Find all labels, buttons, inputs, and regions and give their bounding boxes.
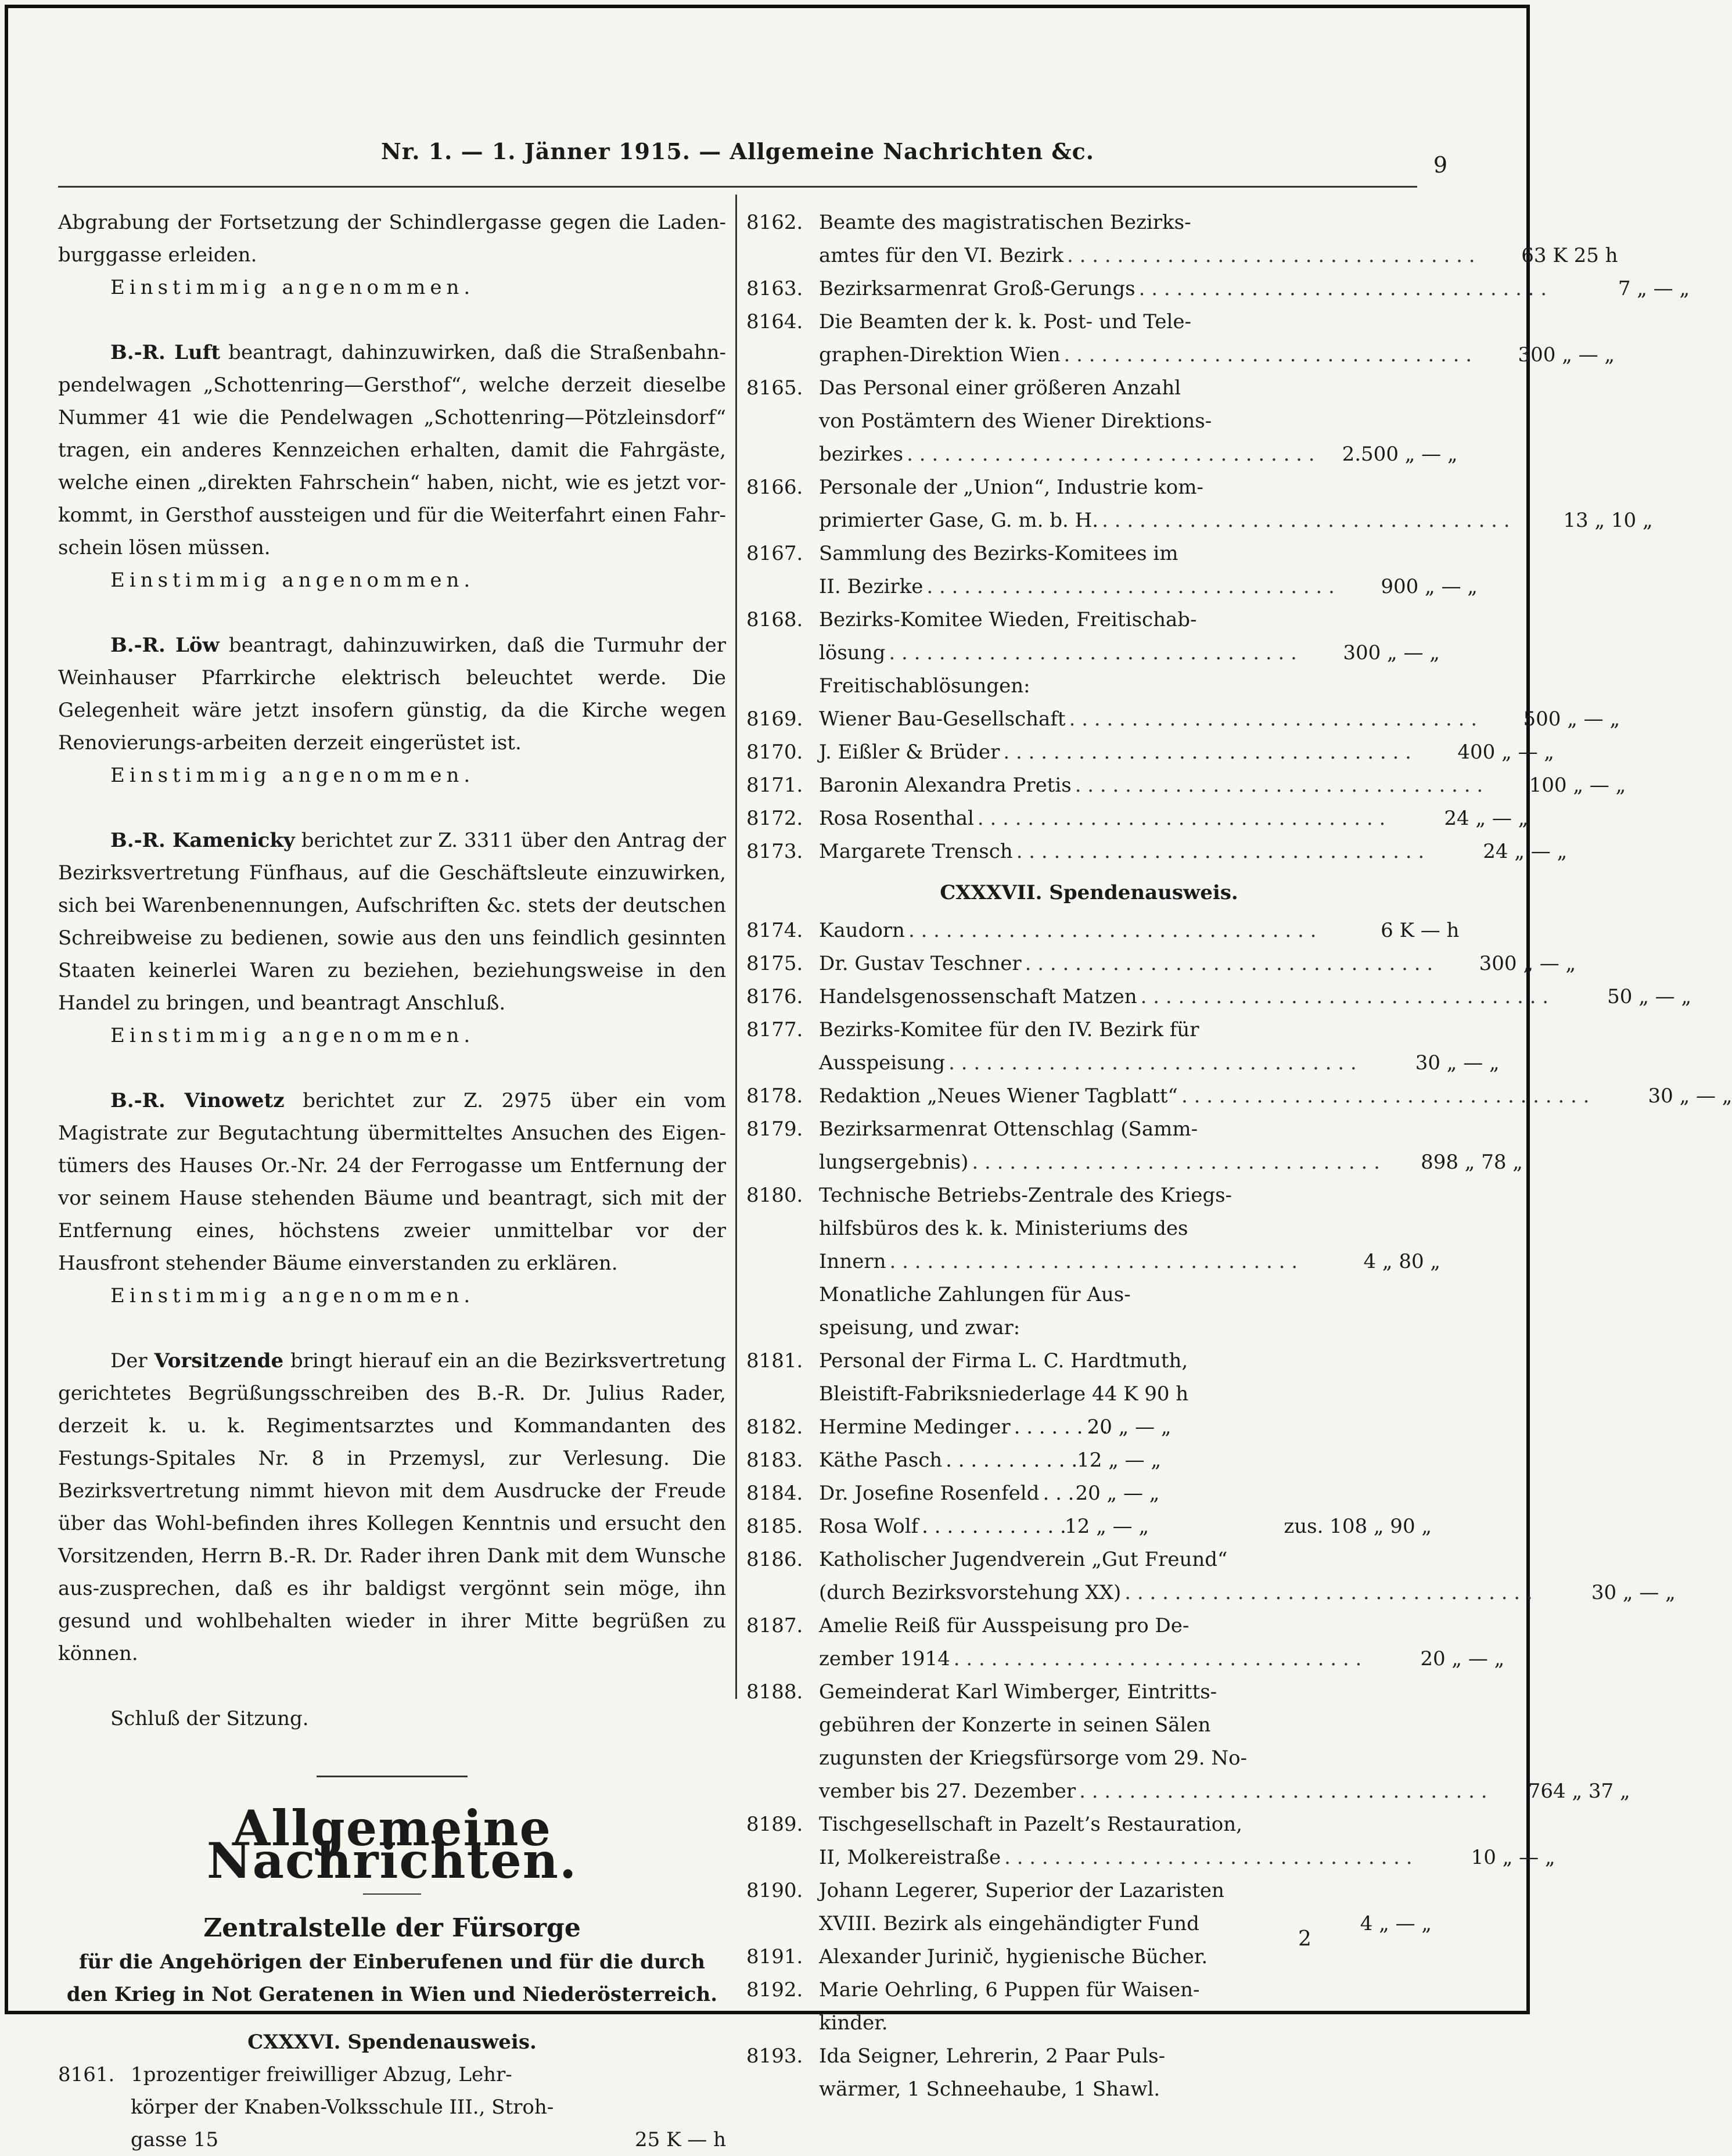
- entry-text: Ida Seigner, Lehrerin, 2 Paar Puls-: [819, 2044, 1166, 2068]
- list-item: [746, 2040, 1432, 2106]
- list-item: 8182. Hermine Medinger . . . . . . . . 20 „ — „: [746, 1411, 1432, 1444]
- list-item: 8180. Technische Betriebs-Zentrale des Kriegs- hilfsbüros des k. k. Ministeriums des Innern . . . . . . . . . . . . . . . . . . . . . . . . . . . . . . . . . 4 „ 80 „: [746, 1179, 1432, 1278]
- donation-list-heading: CXXXVII. Spendenausweis.: [940, 881, 1238, 904]
- entry-amount: 24 „ — „: [1444, 807, 1529, 830]
- entry-number: 8192.: [746, 1978, 803, 2002]
- entry-amount: 20 „ — „: [1075, 1482, 1160, 1505]
- entry-amount: 25 K — h: [635, 2128, 726, 2151]
- list-item: 8183. Käthe Pasch . . . . . . . . . . . 12 „ — „: [746, 1444, 1432, 1477]
- entry-text: Wiener Bau-Gesellschaft: [819, 707, 1066, 731]
- resolution: Einstimmig angenommen.: [110, 276, 475, 299]
- list-subheading: Freitischablösungen:: [819, 674, 1030, 698]
- entry-amount: 20 „ — „: [1420, 1647, 1505, 1670]
- right-column: [746, 206, 1732, 2106]
- entry-total: zus. 108 „ 90 „: [1284, 1515, 1432, 1538]
- entry-text: zugunsten der Kriegsfürsorge vom 29. No-: [819, 1747, 1248, 1770]
- entry-text: primierter Gase, G. m. b. H.: [819, 509, 1099, 532]
- entry-text: Bleistift-Fabriksniederlage 44 K 90 h: [819, 1382, 1189, 1406]
- entry-text: Baronin Alexandra Pretis: [819, 774, 1072, 797]
- entry-amount: 12 „ — „: [1065, 1515, 1149, 1538]
- paragraph: [58, 1345, 726, 1670]
- entry-number: 8177.: [746, 1018, 803, 1041]
- entry-number: 8165.: [746, 376, 803, 400]
- list-item: 8189. Tischgesellschaft in Pazelt’s Restauration, II, Molkereistraße . . . . . . . . . . . . . . . . . . . . . . . . . . . . . . . . . 10 „ — „: [746, 1808, 1432, 1874]
- entry-text: Technische Betriebs-Zentrale des Kriegs-: [819, 1184, 1232, 1207]
- closing-line: Schluß der Sitzung.: [110, 1707, 309, 1730]
- list-subheading: Monatliche Zahlungen für Aus-: [819, 1283, 1131, 1306]
- signature-number: 2: [1298, 1927, 1311, 1951]
- resolution: Einstimmig angenommen.: [110, 1284, 475, 1307]
- entry-number: 8173.: [746, 840, 803, 863]
- entry-text: Amelie Reiß für Ausspeisung pro De-: [819, 1614, 1190, 1637]
- entry-number: 8187.: [746, 1614, 803, 1637]
- list-item: 8170. J. Eißler & Brüder . . . . . . . . . . . . . . . . . . . . . . . . . . . . . . . . . 400 „ — „: [746, 736, 1432, 769]
- list-item: 8179. Bezirksarmenrat Ottenschlag (Samm- lungsergebnis) . . . . . . . . . . . . . . . . . . . . . . . . . . . . . . . . . 898 „ 78 „: [746, 1113, 1432, 1179]
- entry-amount: 30 „ — „: [1591, 1581, 1676, 1604]
- list-item: 8164. Die Beamten der k. k. Post- und Tele- graphen-Direktion Wien . . . . . . . . . . . . . . . . . . . . . . . . . . . . . . . . . 300 „ — „: [746, 306, 1432, 372]
- paragraph: [58, 336, 726, 564]
- list-item: 8177. Bezirks-Komitee für den IV. Bezirk für Ausspeisung . . . . . . . . . . . . . . . . . . . . . . . . . . . . . . . . . 30 „ — „: [746, 1014, 1432, 1080]
- entry-amount: 20 „ — „: [1087, 1415, 1172, 1439]
- paragraph-text: berichtet zur Z. 3311 über den Antrag der Bezirksvertretung Fünfhaus, auf die Geschäftsleute einzuwirken, sich bei Warenbenennungen, Aufschriften &c. stets der deutschen Schreibweise zu bedienen, sowie aus den uns feindlich gesinnten Staaten keinerlei Waren zu beziehen, beziehungsweise in den Handel zu bringen, und beantragt Anschluß.: [58, 829, 726, 1015]
- entry-text: II, Molkereistraße: [819, 1846, 1001, 1869]
- entry-amount: 10 „ — „: [1471, 1846, 1555, 1869]
- entry-text: amtes für den VI. Bezirk: [819, 244, 1064, 267]
- paragraph: [58, 1084, 726, 1280]
- entry-number: 8161.: [58, 2063, 115, 2086]
- paragraph-text: berichtet zur Z. 2975 über ein vom Magistrate zur Begutachtung übermitteltes Ansuchen des Eigen-tümers des Hauses Or.-Nr. 24 der Ferrogasse um Entfernung der vor seinem Hause stehenden Bäume und beantragt, sich mit der Entfernung eines, höchstens zweier unmittelbar vor der Hausfront stehender Bäume einverstanden zu erklären.: [58, 1089, 727, 1275]
- entry-text: Personal der Firma L. C. Hardtmuth,: [819, 1349, 1188, 1372]
- list-item: 8166. Personale der „Union“, Industrie kom- primierter Gase, G. m. b. H. . . . . . . . . . . . . . . . . . . . . . . . . . . . . . . . . . 13 „ 10 „: [746, 471, 1432, 537]
- paragraph-text: beantragt, dahinzuwirken, daß die Turmuhr der Weinhauser Pfarrkirche elektrisch beleuchtet werde. Die Gelegenheit wäre jetzt insofern günstig, da die Kirche wegen Renovierungs-arbeiten derzeit eingerüstet ist.: [58, 634, 726, 754]
- paragraph: [58, 824, 726, 1019]
- header-rule: [58, 186, 1417, 188]
- entry-text: Gemeinderat Karl Wimberger, Eintritts-: [819, 1680, 1217, 1704]
- entry-number: 8182.: [746, 1415, 803, 1439]
- entry-text: Tischgesellschaft in Pazelt’s Restauration,: [819, 1813, 1242, 1836]
- entry-amount: 12 „ — „: [1077, 1449, 1162, 1472]
- entry-number: 8186.: [746, 1548, 803, 1571]
- paragraph-text: bringt hierauf ein an die Bezirksvertretung gerichtetes Begrüßungsschreiben des B.-R. Dr. Julius Rader, derzeit k. u. k. Regimentsarztes und Kommandanten des Festungs-Spitales Nr. 8 in Przemysl, zur Verlesung. Die Bezirksvertretung nimmt hievon mit dem Ausdrucke der Freude über das Wohl-befinden ihres Kollegen Kenntnis und ersucht den Vorsitzenden, Herrn B.-R. Dr. Rader ihren Dank mit dem Wunsche aus-zusprechen, daß es ihr baldigst vergönnt sein möge, ihn gesund und wohlbehalten wieder in ihrer Mitte begrüßen zu können.: [58, 1349, 726, 1665]
- paragraph: Abgrabung der Fortsetzung der Schindlergasse gegen die Laden-burggasse erleiden.: [58, 211, 726, 267]
- entry-text: vember bis 27. Dezember: [819, 1780, 1076, 1803]
- entry-number: 8185.: [746, 1515, 803, 1538]
- entry-amount: 300 „ — „: [1343, 641, 1440, 664]
- entry-text: Bezirksarmenrat Ottenschlag (Samm-: [819, 1117, 1198, 1141]
- left-column: [58, 206, 726, 2156]
- entry-text: II. Bezirke: [819, 575, 924, 598]
- entry-number: 8167.: [746, 542, 803, 565]
- speaker: B.-R. Kamenicky: [110, 829, 295, 852]
- paragraph-text: beantragt, dahinzuwirken, daß die Straßenbahn-pendelwagen „Schottenring—Gersthof“, welche derzeit dieselbe Nummer 41 wie die Pendelwagen „Schottenring—Pötzleinsdorf“ tragen, ein anderes Kennzeichen erhalten, damit die Fahrgäste, welche einen „direkten Fahrschein“ haben, nicht, wie es jetzt vor-kommt, in Gersthof aussteigen und für die Weiterfahrt einen Fahr-schein lösen müssen.: [58, 341, 727, 559]
- entry-amount: 764 „ 37 „: [1528, 1780, 1630, 1803]
- list-item: 8174. Kaudorn . . . . . . . . . . . . . . . . . . . . . . . . . . . . . . . . . 6 K — h: [746, 914, 1432, 947]
- entry-amount: 100 „ — „: [1529, 774, 1626, 797]
- entry-text: Sammlung des Bezirks-Komitees im: [819, 542, 1178, 565]
- speaker: Vorsitzende: [154, 1349, 284, 1372]
- entry-number: 8172.: [746, 807, 803, 830]
- entry-text: hilfsbüros des k. k. Ministeriums des: [819, 1217, 1188, 1240]
- entry-amount: 4 „ 80 „: [1363, 1250, 1440, 1273]
- column-rule: [735, 195, 737, 1699]
- divider: [317, 1776, 468, 1777]
- list-item: 8175. Dr. Gustav Teschner . . . . . . . . . . . . . . . . . . . . . . . . . . . . . . . . . 300 „ — „: [746, 947, 1432, 980]
- entry-amount: 50 „ — „: [1607, 985, 1692, 1008]
- speaker: B.-R. Luft: [110, 341, 221, 364]
- entry-number: 8189.: [746, 1813, 803, 1836]
- entry-text: zember 1914: [819, 1647, 950, 1670]
- entry-text: Personale der „Union“, Industrie kom-: [819, 476, 1203, 499]
- entry-amount: 300 „ — „: [1518, 343, 1615, 366]
- list-item: 8188. Gemeinderat Karl Wimberger, Eintritts- gebühren der Konzerte in seinen Sälen zugunsten der Kriegsfürsorge vom 29. No- vember bis 27. Dezember . . . . . . . . . . . . . . . . . . . . . . . . . . . . . . . . . 764 „ 37 „: [746, 1676, 1432, 1808]
- entry-amount: 300 „ — „: [1479, 952, 1576, 975]
- entry-text: Rosa Rosenthal: [819, 807, 974, 830]
- entry-amount: 30 „ — „: [1415, 1051, 1500, 1075]
- entry-text: Kaudorn: [819, 919, 905, 942]
- entry-number: 8170.: [746, 741, 803, 764]
- entry-number: 8193.: [746, 2044, 803, 2068]
- entry-number: 8166.: [746, 476, 803, 499]
- list-item: 8187. Amelie Reiß für Ausspeisung pro De- zember 1914 . . . . . . . . . . . . . . . . . . . . . . . . . . . . . . . . . 20 „ — „: [746, 1609, 1432, 1676]
- entry-number: 8164.: [746, 310, 803, 333]
- resolution: Einstimmig angenommen.: [110, 764, 475, 787]
- entry-text: gebühren der Konzerte in seinen Sälen: [819, 1713, 1211, 1737]
- divider: [363, 1893, 421, 1895]
- entry-text: Käthe Pasch: [819, 1449, 943, 1472]
- page-number: 9: [1433, 152, 1447, 178]
- entry-number: 8163.: [746, 277, 803, 300]
- subsection-title: Zentralstelle der Fürsorge: [203, 1913, 581, 1943]
- list-subheading: speisung, und zwar:: [819, 1316, 1020, 1339]
- entry-text: lösung: [819, 641, 886, 664]
- entry-text: XVIII. Bezirk als eingehändigter Fund: [819, 1912, 1199, 1935]
- entry-text: Die Beamten der k. k. Post- und Tele-: [819, 310, 1191, 333]
- paragraph: [58, 629, 726, 759]
- entry-amount: 24 „ — „: [1483, 840, 1568, 863]
- entry-number: 8168.: [746, 608, 803, 631]
- entry-text: (durch Bezirksvorstehung XX): [819, 1581, 1122, 1604]
- list-item: 8184. Dr. Josefine Rosenfeld . . . 20 „ — „: [746, 1477, 1432, 1510]
- entry-text: Handelsgenossenschaft Matzen: [819, 985, 1137, 1008]
- entry-number: 8180.: [746, 1184, 803, 1207]
- entry-text: Marie Oehrling, 6 Puppen für Waisen-: [819, 1978, 1200, 2002]
- entry-text: Dr. Gustav Teschner: [819, 952, 1022, 975]
- list-item: 8162. Beamte des magistratischen Bezirks- amtes für den VI. Bezirk . . . . . . . . . . . . . . . . . . . . . . . . . . . . . . . . . 63 K 25 h: [746, 206, 1432, 272]
- entry-text: Alexander Jurinič, hygienische Bücher.: [819, 1945, 1208, 1968]
- entry-amount: 4 „ — „: [1360, 1912, 1432, 1935]
- entry-number: 8171.: [746, 774, 803, 797]
- entry-number: 8181.: [746, 1349, 803, 1372]
- entry-number: 8183.: [746, 1449, 803, 1472]
- entry-amount: 898 „ 78 „: [1421, 1151, 1523, 1174]
- entry-text: Hermine Medinger: [819, 1415, 1011, 1439]
- entry-amount: 13 „ 10 „: [1563, 509, 1653, 532]
- entry-amount: 500 „ — „: [1523, 707, 1620, 731]
- speaker: B.-R. Löw: [110, 634, 220, 657]
- list-item: 8185. Rosa Wolf . . . . . . . . . . . . 12 „ — „ zus. 108 „ 90 „: [746, 1510, 1432, 1543]
- running-header: Nr. 1. — 1. Jänner 1915. — Allgemeine Nachrichten &c.: [380, 138, 1095, 164]
- entry-number: 8174.: [746, 919, 803, 942]
- entry-amount: 63 K 25 h: [1521, 244, 1618, 267]
- entry-number: 8188.: [746, 1680, 803, 1704]
- entry-text: Bezirks-Komitee für den IV. Bezirk für: [819, 1018, 1199, 1041]
- list-item: 8178. Redaktion „Neues Wiener Tagblatt“ . . . . . . . . . . . . . . . . . . . . . . . . . . . . . . . . . 30 „ — „: [746, 1080, 1432, 1113]
- entry-text: Margarete Trensch: [819, 840, 1013, 863]
- entry-amount: 400 „ — „: [1457, 741, 1554, 764]
- list-item: 8163. Bezirksarmenrat Groß-Gerungs . . . . . . . . . . . . . . . . . . . . . . . . . . . . . . . . . 7 „ — „: [746, 272, 1432, 306]
- entry-text: Das Personal einer größeren Anzahl: [819, 376, 1181, 400]
- entry-number: 8190.: [746, 1879, 803, 1902]
- list-item: 8168. Bezirks-Komitee Wieden, Freitischab- lösung . . . . . . . . . . . . . . . . . . . . . . . . . . . . . . . . . 300 „ — „: [746, 603, 1432, 670]
- entry-text: Katholischer Jugendverein „Gut Freund“: [819, 1548, 1228, 1571]
- entry-text: Dr. Josefine Rosenfeld: [819, 1482, 1040, 1505]
- entry-amount: 30 „ — „: [1648, 1084, 1732, 1108]
- entry-number: 8179.: [746, 1117, 803, 1141]
- entry-text: von Postämtern des Wiener Direktions-: [819, 409, 1212, 433]
- list-item: 8173. Margarete Trensch . . . . . . . . . . . . . . . . . . . . . . . . . . . . . . . . . 24 „ — „: [746, 835, 1432, 868]
- entry-text: lungsergebnis): [819, 1151, 969, 1174]
- entry-number: 8169.: [746, 707, 803, 731]
- list-item: 8172. Rosa Rosenthal . . . . . . . . . . . . . . . . . . . . . . . . . . . . . . . . . 24 „ — „: [746, 802, 1432, 835]
- list-item: [746, 1345, 1432, 1411]
- entry-text: Beamte des magistratischen Bezirks-: [819, 211, 1191, 234]
- entry-number: 8184.: [746, 1482, 803, 1505]
- entry-text: Redaktion „Neues Wiener Tagblatt“: [819, 1084, 1178, 1108]
- entry-text: Innern: [819, 1250, 886, 1273]
- entry-text: J. Eißler & Brüder: [819, 741, 1000, 764]
- entry-amount: 7 „ — „: [1618, 277, 1690, 300]
- list-item: 8171. Baronin Alexandra Pretis . . . . . . . . . . . . . . . . . . . . . . . . . . . . . . . . . 100 „ — „: [746, 769, 1432, 802]
- entry-text: Bezirks-Komitee Wieden, Freitischab-: [819, 608, 1197, 631]
- donation-list-heading: CXXXVI. Spendenausweis.: [247, 2031, 537, 2054]
- list-item: 8176. Handelsgenossenschaft Matzen . . . . . . . . . . . . . . . . . . . . . . . . . . . . . . . . . 50 „ — „: [746, 980, 1432, 1014]
- entry-text: graphen-Direktion Wien: [819, 343, 1061, 366]
- entry-number: 8175.: [746, 952, 803, 975]
- subsection-subtitle: für die Angehörigen der Einberufenen und für die durch den Krieg in Not Geratenen in Wien und Niederösterreich.: [66, 1950, 718, 2006]
- entry-amount: 6 K — h: [1381, 919, 1460, 942]
- entry-text: Johann Legerer, Superior der Lazaristen: [819, 1879, 1224, 1902]
- entry-text: kinder.: [819, 2011, 888, 2035]
- list-item: [58, 2058, 726, 2156]
- entry-number: 8176.: [746, 985, 803, 1008]
- list-item: 8167. Sammlung des Bezirks-Komitees im II. Bezirke . . . . . . . . . . . . . . . . . . . . . . . . . . . . . . . . . 900 „ — „: [746, 537, 1432, 603]
- resolution: Einstimmig angenommen.: [110, 569, 475, 592]
- section-title: Allgemeine Nachrichten.: [206, 1799, 578, 1889]
- entry-text: Rosa Wolf: [819, 1515, 919, 1538]
- entry-text: bezirkes: [819, 443, 904, 466]
- entry-amount: 900 „ — „: [1381, 575, 1478, 598]
- entry-text: Ausspeisung: [819, 1051, 946, 1075]
- entry-text: wärmer, 1 Schneehaube, 1 Shawl.: [819, 2078, 1160, 2101]
- speaker: B.-R. Vinowetz: [110, 1089, 285, 1112]
- entry-number: 8191.: [746, 1945, 803, 1968]
- entry-text: körper der Knaben-Volksschule III., Stroh-: [131, 2096, 554, 2119]
- list-item: [746, 1874, 1432, 1941]
- list-item: 8186. Katholischer Jugendverein „Gut Freund“ (durch Bezirksvorstehung XX) . . . . . . . . . . . . . . . . . . . . . . . . . . . . . . . . . 30 „ — „: [746, 1543, 1432, 1609]
- resolution: Einstimmig angenommen.: [110, 1024, 475, 1047]
- entry-number: 8178.: [746, 1084, 803, 1108]
- list-item: 8169. Wiener Bau-Gesellschaft . . . . . . . . . . . . . . . . . . . . . . . . . . . . . . . . . 500 „ — „: [746, 703, 1432, 736]
- entry-text: Bezirksarmenrat Groß-Gerungs: [819, 277, 1135, 300]
- paragraph-text: Der: [110, 1349, 154, 1372]
- entry-number: 8162.: [746, 211, 803, 234]
- entry-amount: 2.500 „ — „: [1342, 443, 1458, 466]
- entry-text: 1prozentiger freiwilliger Abzug, Lehr-: [131, 2063, 512, 2086]
- list-item: [746, 1941, 1432, 1974]
- list-item: 8165. Das Personal einer größeren Anzahl von Postämtern des Wiener Direktions- bezirkes . . . . . . . . . . . . . . . . . . . . . . . . . . . . . . . . . 2.500 „ — „: [746, 372, 1432, 471]
- list-item: [746, 1974, 1432, 2040]
- entry-text: gasse 15: [131, 2128, 219, 2151]
